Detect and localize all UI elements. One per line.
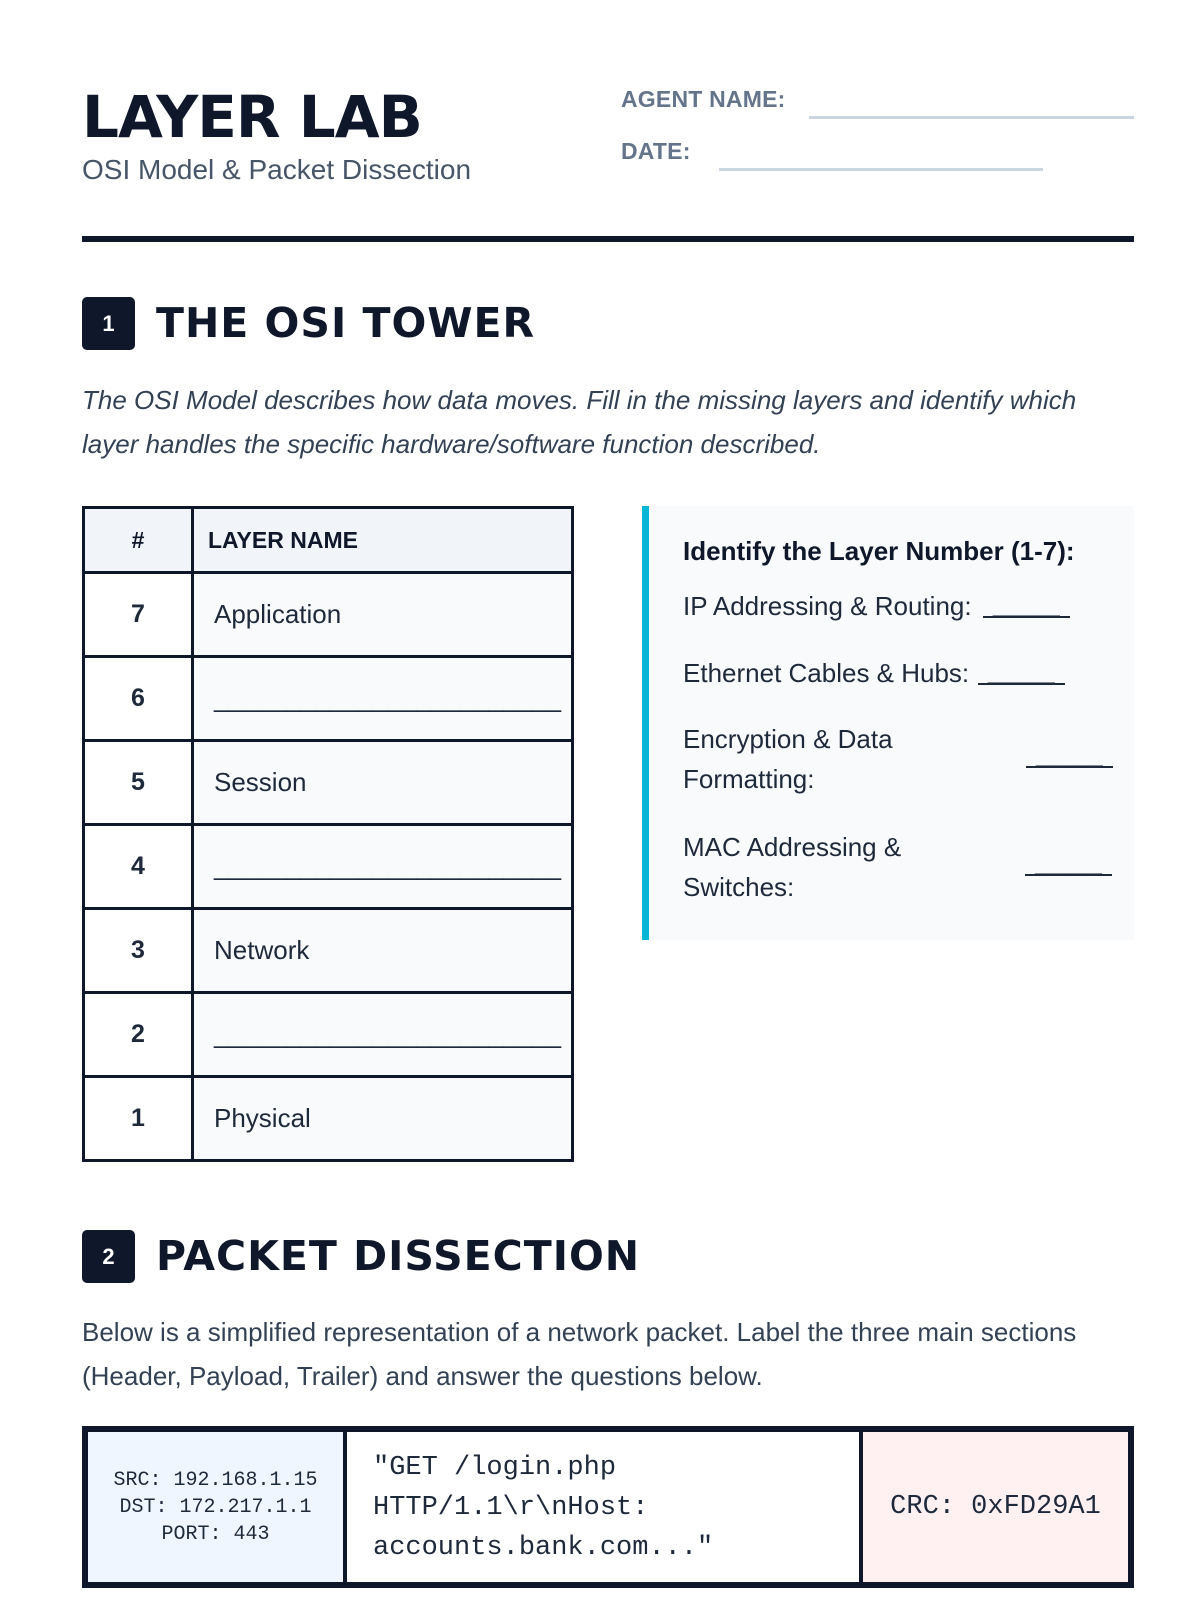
header-divider (82, 236, 1134, 242)
packet-dst: DST: 172.217.1.1 (119, 1495, 312, 1519)
section-1-title: THE OSI TOWER (156, 299, 536, 347)
table-row (84, 657, 573, 741)
identify-item-label-cont: Switches: (683, 872, 795, 902)
column-header-layer-name: LAYER NAME (193, 508, 573, 573)
layer-number: 1 (84, 1077, 193, 1161)
identify-layer-box (642, 506, 1134, 940)
layer-name: Network (193, 909, 573, 993)
layer-number: 7 (84, 573, 193, 657)
layer-name: Application (193, 573, 573, 657)
table-row (84, 825, 573, 909)
agent-name-line[interactable] (809, 116, 1134, 119)
layer-name-blank[interactable]: ________________________ (193, 657, 573, 741)
table-row (84, 909, 573, 993)
identify-item-label: IP Addressing & Routing: (683, 591, 972, 621)
packet-payload-segment (347, 1432, 863, 1582)
section-1-intro: The OSI Model describes how data moves. Fill in the missing layers and identify which layer handles the specific hardware/software function described. (82, 385, 1077, 459)
identify-item-label-cont: Formatting: (683, 764, 815, 794)
section-2-description: Below is a simplified representation of a network packet. Label the three main sections (Header, Payload, Trailer) and answer the questions below. (82, 1317, 1077, 1391)
layer-name: Session (193, 741, 573, 825)
layer-number: 5 (84, 741, 193, 825)
layer-name-blank[interactable]: ________________________ (193, 825, 573, 909)
identify-item-label: Ethernet Cables & Hubs: (683, 658, 970, 688)
layer-name: Physical (193, 1077, 573, 1161)
layer-name-blank[interactable]: ________________________ (193, 993, 573, 1077)
packet-header-segment (88, 1432, 347, 1582)
layer-number: 6 (84, 657, 193, 741)
table-row (84, 993, 573, 1077)
table-row (84, 1077, 573, 1161)
layer-number: 3 (84, 909, 193, 993)
packet-port: PORT: 443 (161, 1522, 270, 1546)
table-header-row (84, 508, 573, 573)
identify-answer-blank[interactable]: _____ (978, 661, 1065, 685)
packet-diagram (82, 1426, 1134, 1588)
identify-item-label: MAC Addressing & (683, 832, 902, 862)
packet-src: SRC: 192.168.1.15 (113, 1468, 318, 1492)
section-1-badge: 1 (82, 297, 135, 350)
worksheet-title: LAYER LAB (82, 83, 422, 151)
layer-number: 2 (84, 993, 193, 1077)
payload-line: accounts.bank.com..." (373, 1533, 714, 1563)
worksheet-page (82, 0, 1134, 1600)
section-2-title: PACKET DISSECTION (156, 1232, 641, 1280)
identify-item-label: Encryption & Data (683, 724, 893, 754)
packet-crc: CRC: 0xFD29A1 (890, 1492, 1101, 1522)
identify-answer-blank[interactable]: _____ (1026, 744, 1113, 768)
payload-line: "GET /login.php (373, 1453, 617, 1483)
date-label: DATE: (621, 138, 691, 164)
packet-trailer-segment (863, 1432, 1128, 1582)
identify-answer-blank[interactable]: _____ (1025, 852, 1112, 876)
worksheet-subtitle: OSI Model & Packet Dissection (82, 154, 472, 185)
identify-answer-blank[interactable]: _____ (983, 594, 1070, 618)
date-line[interactable] (719, 168, 1043, 171)
agent-name-label: AGENT NAME: (621, 86, 786, 112)
table-row (84, 741, 573, 825)
layer-number: 4 (84, 825, 193, 909)
osi-layer-table (82, 506, 574, 1162)
identify-title: Identify the Layer Number (1-7): (683, 536, 1075, 566)
payload-line: HTTP/1.1\r\nHost: (373, 1493, 649, 1523)
section-2-badge: 2 (82, 1230, 135, 1283)
table-row (84, 573, 573, 657)
column-header-number: # (84, 508, 193, 573)
